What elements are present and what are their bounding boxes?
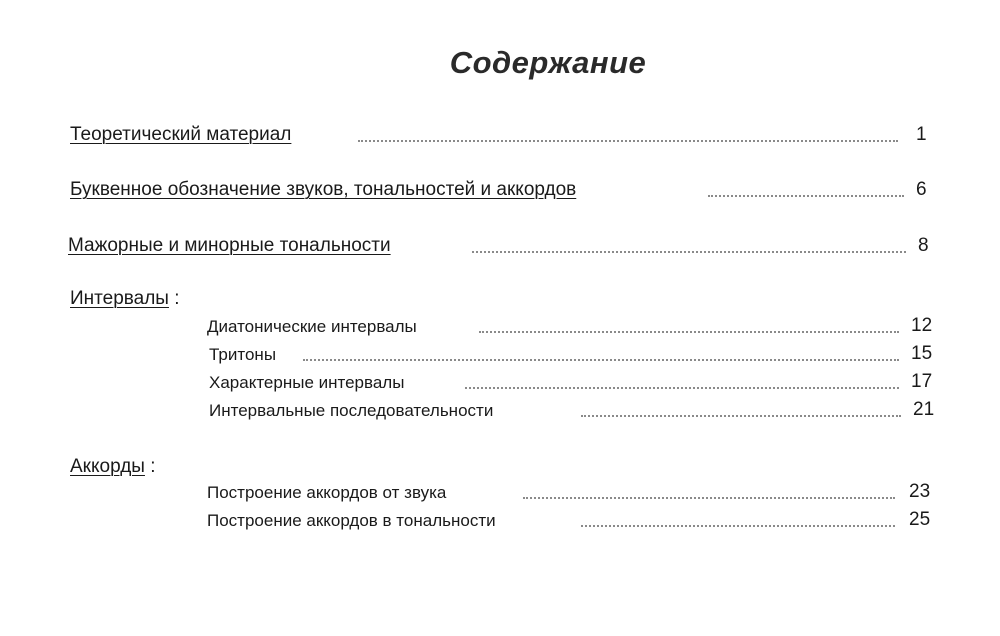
- leader-dots: [708, 195, 904, 197]
- toc-page-number: 23: [909, 481, 931, 502]
- toc-page-number: 21: [913, 399, 935, 420]
- leader-dots: [358, 140, 898, 142]
- section-heading-label: Аккорды: [70, 456, 145, 477]
- toc-entry-label: Диатонические интервалы: [207, 317, 417, 336]
- toc-page-number: 6: [916, 179, 927, 200]
- toc-subentry: [207, 507, 939, 531]
- toc-entry-label: Мажорные и минорные тональности: [68, 235, 391, 256]
- leader-dots: [472, 251, 906, 253]
- toc-entry-keys: [68, 229, 930, 257]
- toc-entry-label: Буквенное обозначение звуков, тональностей и аккордов: [70, 179, 577, 200]
- toc-page-number: 15: [911, 343, 933, 364]
- toc-entry-label: Тритоны: [209, 345, 277, 364]
- leader-dots: [523, 497, 895, 499]
- section-heading-intervals: [70, 288, 180, 310]
- toc-page-number: 12: [911, 315, 933, 336]
- section-heading-colon: :: [168, 288, 180, 309]
- toc-subentry: [207, 313, 937, 337]
- toc-entry-label: Построение аккордов в тональности: [207, 511, 496, 530]
- toc-subentry: [209, 397, 941, 421]
- toc-entry-theory: [70, 118, 930, 146]
- toc-subentry: [207, 479, 939, 503]
- leader-dots: [581, 525, 895, 527]
- page-title: Содержание: [449, 45, 647, 80]
- toc-subentry: [209, 369, 937, 393]
- section-heading-colon: :: [144, 456, 156, 477]
- toc-page-number: 25: [909, 509, 931, 530]
- leader-dots: [479, 331, 899, 333]
- toc-page-number: 1: [916, 124, 927, 145]
- section-heading-label: Интервалы: [70, 288, 169, 309]
- toc-entry-label: Характерные интервалы: [209, 373, 405, 392]
- toc-page-number: 8: [918, 235, 929, 256]
- toc-entry-label: Интервальные последовательности: [209, 401, 494, 420]
- toc-entry-label: Теоретический материал: [70, 124, 292, 145]
- toc-entry-letter-notation: [70, 173, 930, 201]
- leader-dots: [465, 387, 899, 389]
- section-heading-chords: [70, 456, 156, 478]
- leader-dots: [581, 415, 901, 417]
- toc-page-number: 17: [911, 371, 933, 392]
- toc-subentry: [209, 341, 937, 365]
- toc-entry-label: Построение аккордов от звука: [207, 483, 447, 502]
- leader-dots: [303, 359, 899, 361]
